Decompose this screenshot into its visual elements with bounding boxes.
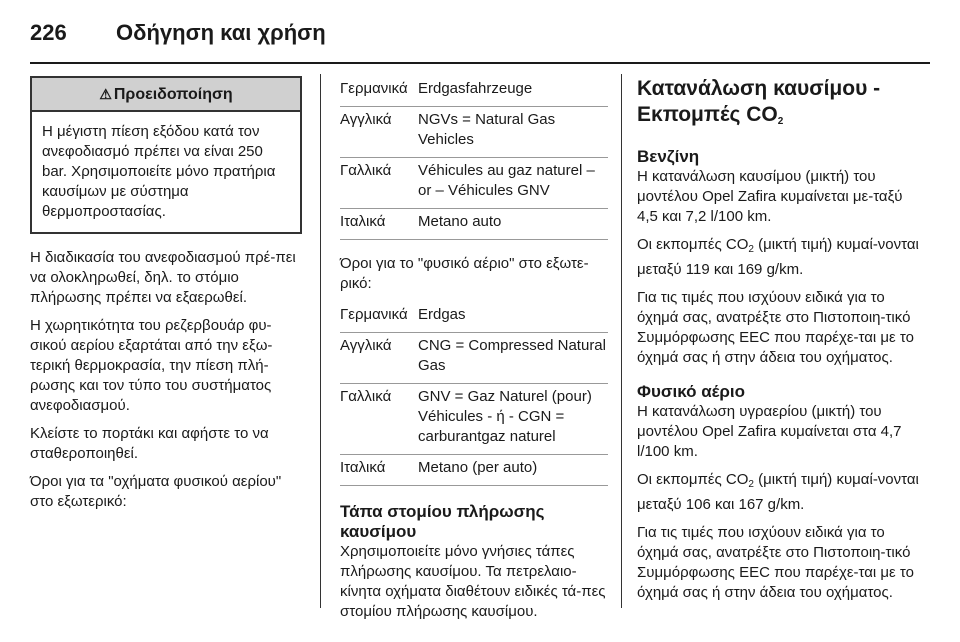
page-header [30, 14, 930, 54]
table-row [340, 107, 608, 158]
term-cell: CNG = Compressed Natural Gas [418, 333, 608, 384]
petrol-heading: Βενζίνη [637, 147, 700, 166]
paragraph [637, 470, 927, 515]
paragraph: Η διαδικασία του ανεφοδιασμού πρέ-πει να ολοκληρωθεί, δηλ. το στόμιο πλήρωσης πρέπει να εξαερωθεί. [30, 249, 296, 306]
subscript: 2 [777, 116, 784, 127]
warning-triangle-icon: ⚠ [99, 86, 112, 102]
column-2 [340, 76, 608, 630]
table-row [340, 76, 608, 107]
term-cell: NGVs = Natural Gas Vehicles [418, 107, 608, 158]
warning-text: Η μέγιστη πίεση εξόδου κατά τον ανεφοδιασμό πρέπει να είναι 250 bar. Χρησιμοποιείτε μόνο πρατήρια καυσίμων με σύστημα θερμοπροστασίας. [42, 123, 276, 220]
page-title: Οδήγηση και χρήση [116, 20, 326, 45]
lang-cell: Γαλλικά [340, 384, 418, 455]
table-row [340, 158, 608, 209]
lang-cell: Αγγλικά [340, 333, 418, 384]
gas-terms-intro: Όροι για το "φυσικό αέριο" στο εξωτε-ρικό: [340, 255, 589, 292]
vehicle-terms-table [340, 76, 608, 240]
term-cell: Véhicules au gaz naturel – or – Véhicules GNV [418, 158, 608, 209]
column-divider-2 [621, 74, 622, 608]
lang-cell: Ιταλικά [340, 455, 418, 486]
lang-cell: Γερμανικά [340, 302, 418, 333]
text: (μικτή τιμή) κυμαί-νονται μεταξύ 106 και 167 g/km. [637, 471, 919, 513]
lang-cell: Γερμανικά [340, 76, 418, 107]
lang-cell: Αγγλικά [340, 107, 418, 158]
paragraph: Για τις τιμές που ισχύουν ειδικά για το όχημά σας, ανατρέξτε στο Πιστοποιη-τικό Συμμόρφωσης EEC που παρέχε-ται με το όχημά σας ή στην άδεια του οχήματος. [637, 289, 914, 366]
paragraph: Κλείστε το πορτάκι και αφήστε το να σταθεροποιηθεί. [30, 425, 269, 462]
lang-cell: Γαλλικά [340, 158, 418, 209]
table-row [340, 384, 608, 455]
text: Οι εκπομπές CO [637, 236, 749, 253]
page-number: 226 [30, 20, 67, 45]
heading-line-2: Εκπομπές CO [637, 103, 778, 126]
paragraph: Για τις τιμές που ισχύουν ειδικά για το όχημά σας, ανατρέξτε στο Πιστοποιη-τικό Συμμόρφωσης EEC που παρέχε-ται με το όχημά σας ή στην άδεια του οχήματος. [637, 524, 914, 601]
caps-heading: Τάπα στομίου πλήρωσης καυσίμου [340, 502, 545, 541]
caps-text: Χρησιμοποιείτε μόνο γνήσιες τάπες πλήρωσης καυσίμου. Τα πετρελαιο-κίνητα οχήματα διαθέτουν ειδικές τά-πες στομίου πλήρωσης καυσίμου. [340, 543, 606, 620]
subscript: 2 [748, 479, 754, 490]
paragraph: Η κατανάλωση υγραερίου (μικτή) του μοντέλου Opel Zafira κυμαίνεται στα 4,7 l/100 km. [637, 403, 902, 460]
gas-terms-table [340, 302, 608, 486]
term-cell: GNV = Gaz Naturel (pour) Véhicules - ή - CGN = carburantgaz naturel [418, 384, 608, 455]
table-row [340, 455, 608, 486]
column-1 [30, 76, 302, 520]
paragraph: Η κατανάλωση καυσίμου (μικτή) του μοντέλου Opel Zafira κυμαίνεται με-ταξύ 4,5 και 7,2 l/100 km. [637, 168, 903, 225]
table-row [340, 333, 608, 384]
term-cell: Metano (per auto) [418, 455, 608, 486]
term-cell: Erdgasfahrzeuge [418, 76, 608, 107]
table-row [340, 209, 608, 240]
paragraph [637, 235, 927, 280]
text: (μικτή τιμή) κυμαί-νονται μεταξύ 119 και 169 g/km. [637, 236, 919, 278]
column-3 [637, 76, 927, 611]
paragraph: Η χωρητικότητα του ρεζερβουάρ φυ-σικού αερίου εξαρτάται από την εξω-τερική θερμοκρασία, την πίεση πλή-ρωσης και τον τύπο του συστήματος ανεφοδιασμού. [30, 317, 273, 414]
header-rule [30, 62, 930, 64]
column-divider-1 [320, 74, 321, 608]
text: Οι εκπομπές CO [637, 471, 749, 488]
lang-cell: Ιταλικά [340, 209, 418, 240]
term-cell: Metano auto [418, 209, 608, 240]
paragraph: Όροι για τα "οχήματα φυσικού αερίου" στο εξωτερικό: [30, 473, 282, 510]
term-cell: Erdgas [418, 302, 608, 333]
section-heading [637, 76, 927, 135]
gas-heading: Φυσικό αέριο [637, 382, 745, 401]
warning-title: Προειδοποίηση [113, 86, 233, 103]
warning-header [32, 78, 300, 112]
subscript: 2 [748, 244, 754, 255]
table-row [340, 302, 608, 333]
heading-line-1: Κατανάλωση καυσίμου - [637, 77, 881, 100]
warning-box [30, 76, 302, 234]
